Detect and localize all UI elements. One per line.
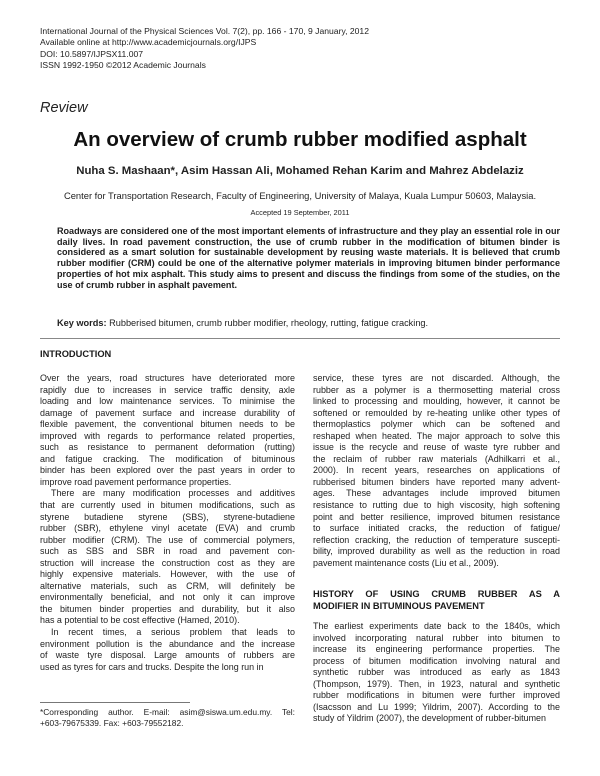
text-line: the bitumen binder properties and durability, but it also bbox=[40, 603, 295, 614]
journal-header bbox=[40, 26, 369, 72]
text-line: flexible pavement, the conventional bitumen needs to be bbox=[40, 419, 295, 430]
text-line: service, these tyres are not discarded. Although, the bbox=[313, 373, 560, 383]
text-line: synthetic rubber was introduced as early as 1843 bbox=[313, 667, 560, 678]
text-line: has a potential to be cost effective (Hamed, 2010). bbox=[40, 615, 240, 626]
text-line: environmentally beneficial, and not only it can improve bbox=[40, 592, 295, 603]
text-line: pavement maintenance costs (Liu et al., 2009). bbox=[313, 557, 499, 568]
affiliation: Center for Transportation Research, Faculty of Engineering, University of Malaya, Kuala Lumpur 50603, Malaysia. bbox=[63, 190, 537, 201]
footnote-divider bbox=[40, 702, 190, 703]
text-line: rubber (SBR), ethylene vinyl acetate (EVA) and crumb bbox=[40, 523, 295, 534]
right-column-text-bottom bbox=[313, 621, 560, 725]
text-line: of waste tyre disposal. Large amounts of rubbers are bbox=[40, 650, 295, 661]
text-line: 2000). In recent years, researches on applications of bbox=[313, 465, 560, 476]
text-line: ages. These advantages include improved bitumen bbox=[313, 488, 560, 499]
text-line: point and better resilience, improved bitumen resistance bbox=[313, 511, 560, 522]
text-line: linked to processing and moulding, however, it cannot be bbox=[313, 396, 560, 407]
history-heading bbox=[313, 589, 560, 612]
text-line: that are currently used in bitumen modifications, such as bbox=[40, 500, 295, 511]
text-line: rubber modifications in bitumen were further improved bbox=[313, 690, 560, 701]
journal-url: Available online at http://www.academicjournals.org/IJPS bbox=[40, 37, 257, 48]
text-line: Over the years, road structures have deteriorated more bbox=[40, 373, 295, 383]
text-line: There are many modification processes and additives bbox=[51, 488, 295, 499]
text-line: struction will increase the construction cost as they are bbox=[40, 557, 295, 568]
text-line: bility, improved durability as well as the reduction in road bbox=[313, 546, 560, 557]
text-line: study of Yildrim (2007), the development of rubber-bitumen bbox=[313, 713, 546, 724]
text-line: the reclaim of rubber raw materials (Adhilkarri et al., bbox=[313, 453, 560, 464]
text-line: +603-79675339. Fax: +603-79552182. bbox=[40, 718, 184, 729]
footnote bbox=[40, 707, 295, 729]
author-list: Nuha S. Mashaan*, Asim Hassan Ali, Mohamed Rehan Karim and Mahrez Abdelaziz bbox=[76, 165, 524, 177]
text-line: process of bitumen modification involving natural and bbox=[313, 655, 560, 666]
left-column-text bbox=[40, 373, 295, 673]
text-line: rubberised bitumen binders have reported many advent- bbox=[313, 476, 560, 487]
text-line: loading and low maintenance services. To minimise the bbox=[40, 396, 295, 407]
right-column-text-top bbox=[313, 373, 560, 569]
text-line: improved with regards to performance related properties, bbox=[40, 430, 295, 441]
text-line: environment pollution is the abundance and the increase bbox=[40, 638, 295, 649]
text-line: highly expensive materials. However, with the use of bbox=[40, 569, 295, 580]
text-line: binder has been explored over the past years in order to bbox=[40, 465, 295, 476]
text-line: (Thompson, 1979). Then, in 1923, natural and synthetic bbox=[313, 678, 560, 689]
text-line: used as tyres for cars and trucks. Despite the long run in bbox=[40, 661, 264, 672]
text-line: to surface initiated cracks, the reduction of fatigue/ bbox=[313, 523, 560, 534]
text-line: issue is the recycle and reuse of waste tyre rubber and bbox=[313, 442, 560, 453]
text-line: resistance to rutting due to high viscosity, high softening bbox=[313, 500, 560, 511]
text-line: such as resistance to permanent deformation (rutting) bbox=[40, 442, 295, 453]
text-line: (Isacsson and Lu 1999; Yildrim, 2007). According to the bbox=[313, 701, 560, 712]
text-line: such as SBS and SBR in road and pavement con- bbox=[40, 546, 295, 557]
heading-line: HISTORY OF USING CRUMB RUBBER AS A bbox=[313, 589, 560, 599]
text-line: increase its engineering performance properties. The bbox=[313, 644, 560, 655]
text-line: rapidly due to increases in service traffic density, axle bbox=[40, 384, 295, 395]
text-line: rubber as a polymer is a thermosetting material cross bbox=[313, 384, 560, 395]
text-line: and fatigue cracking. The modification of bituminous bbox=[40, 453, 295, 464]
text-line: rubber modifier (CRM). The use of commercial polymers, bbox=[40, 534, 295, 545]
accepted-date: Accepted 19 September, 2011 bbox=[250, 208, 350, 217]
text-line: The earliest experiments date back to the 1840s, which bbox=[313, 621, 560, 631]
heading-line: MODIFIER IN BITUMINOUS PAVEMENT bbox=[313, 600, 485, 611]
text-line: softened or remoulded by re-heating unlike other types of bbox=[313, 407, 560, 418]
text-line: styrene butadiene styrene (SBS), styrene-butadiene bbox=[40, 511, 295, 522]
journal-issn: ISSN 1992-1950 ©2012 Academic Journals bbox=[40, 60, 206, 71]
text-line: reshaped when heated. The major approach to solve this bbox=[313, 430, 560, 441]
text-line: reflection cracking, the reduction of temperature suscepti- bbox=[313, 534, 560, 545]
introduction-heading: INTRODUCTION bbox=[40, 349, 112, 359]
journal-citation: International Journal of the Physical Sciences Vol. 7(2), pp. 166 - 170, 9 January, 2012 bbox=[40, 26, 369, 36]
article-type: Review bbox=[40, 100, 88, 116]
keywords-text: Rubberised bitumen, crumb rubber modifier, rheology, rutting, fatigue cracking. bbox=[109, 318, 429, 328]
paper-title: An overview of crumb rubber modified asphalt bbox=[73, 128, 527, 151]
abstract: Roadways are considered one of the most important elements of infrastructure and they play an essential role in our daily lives. In road pavement construction, the use of crumb rubber in the modification of bitumen binder is considered as a smart solution for sustainable development by reusing waste materials. It is believed that crumb rubber modifier (CRM) could be one of the alternative polymer materials in improving bitumen binder performance properties of hot mix asphalt. This study aims to present and discuss the findings from some of the studies, on the use of crumb rubber in asphalt pavement. bbox=[57, 226, 560, 290]
keywords-label: Key words: bbox=[57, 318, 107, 328]
journal-doi: DOI: 10.5897/IJPSX11.007 bbox=[40, 48, 144, 59]
text-line: In recent times, a serious problem that leads to bbox=[51, 627, 295, 638]
text-line: damage of pavement surface and increase durability of bbox=[40, 407, 295, 418]
text-line: *Corresponding author. E-mail: asim@siswa.um.edu.my. Tel: bbox=[40, 707, 295, 717]
text-line: improve road pavement performance properties. bbox=[40, 476, 232, 487]
text-line: alternative materials, such as CRM, will definitely be bbox=[40, 580, 295, 591]
text-line: thermoplastics polymer which can be softened and bbox=[313, 419, 560, 430]
keywords bbox=[57, 318, 560, 328]
text-line: involved incorporating natural rubber into bitumen to bbox=[313, 632, 560, 643]
abstract-divider bbox=[40, 338, 560, 339]
